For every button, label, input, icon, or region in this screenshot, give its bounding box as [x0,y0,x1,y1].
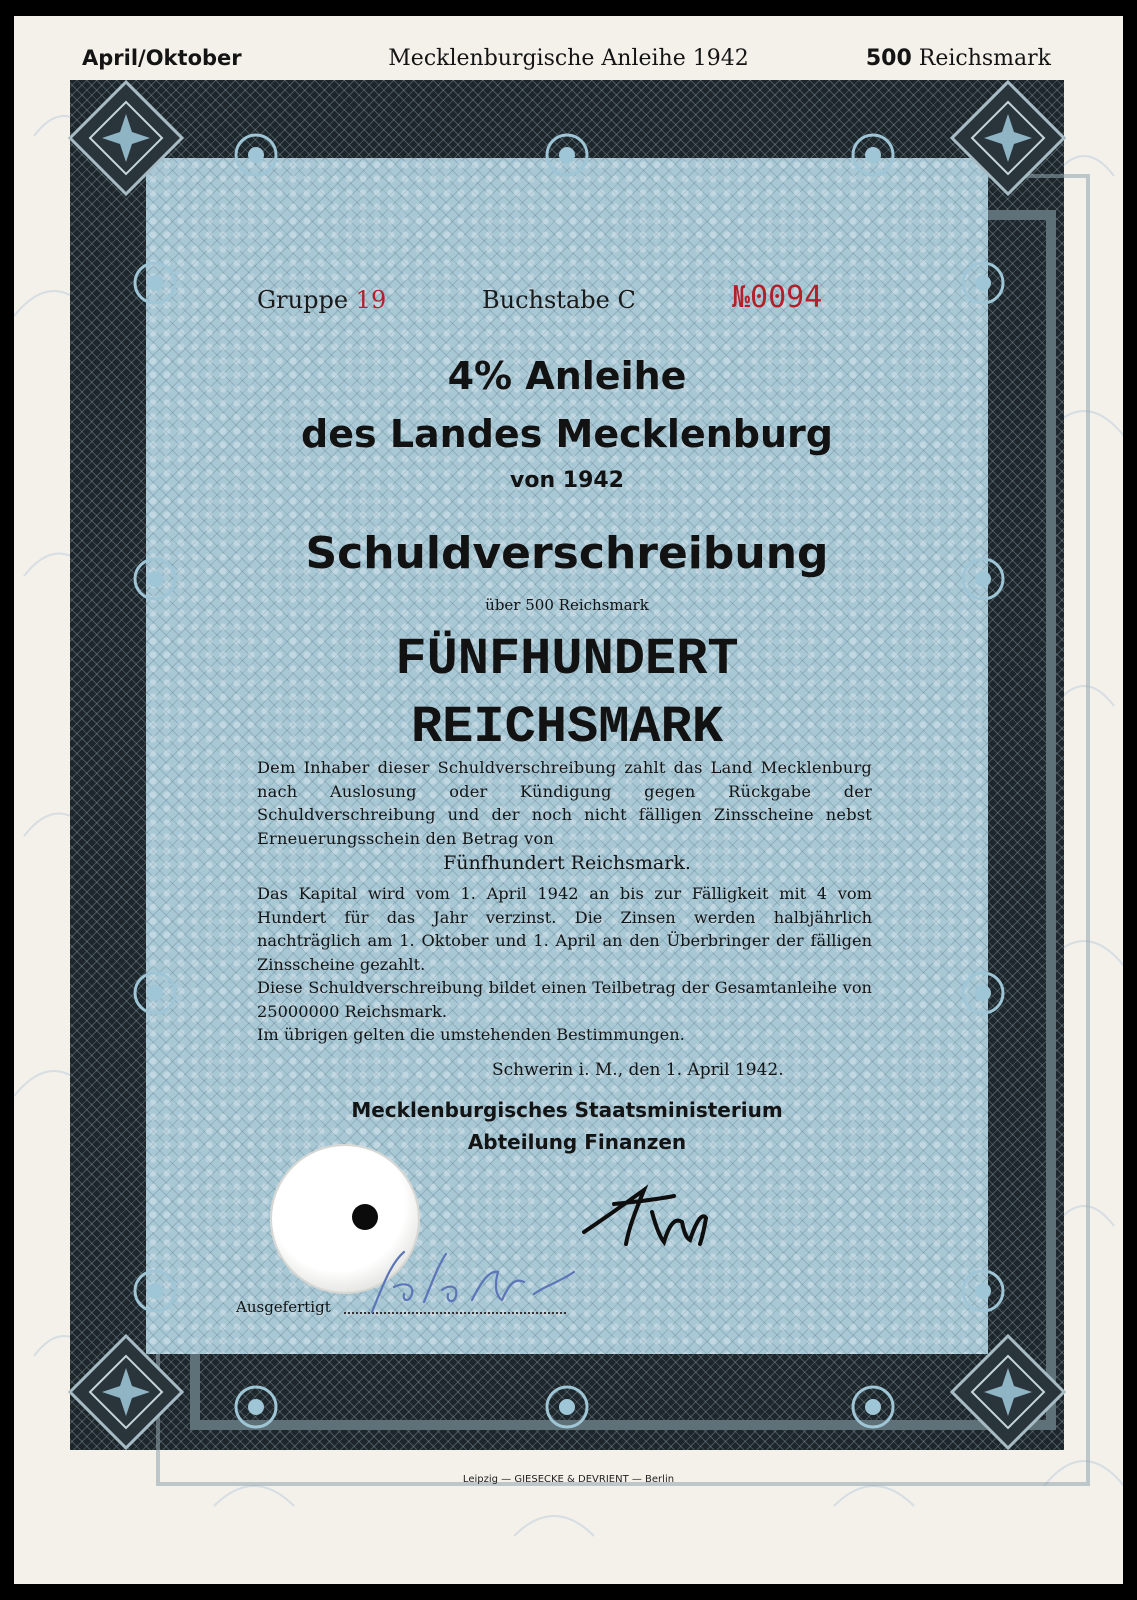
printer-imprint: Leipzig — GIESECKE & DEVRIENT — Berlin [462,1474,675,1485]
other-conditions-paragraph: Im übrigen gelten die umstehenden Bestimmungen. [257,1025,685,1044]
face-value-header [866,46,1051,71]
loan-name: Mecklenburgische Anleihe 1942 [388,46,749,71]
loan-title-year: von 1942 [509,468,624,493]
rosette-ornament [132,260,178,306]
rosette-ornament [132,970,178,1016]
punch-hole [352,1204,378,1230]
interest-terms-paragraph: Das Kapital wird vom 1. April 1942 an bis zur Fälligkeit mit 4 vom Hundert für das Jahr verzinst. Die Zinsen werden halbjährlich nachträglich am 1. Oktober und 1. April an den Überbringer der fälligen Zinsscheine gezahlt. [257,884,872,974]
loan-title-issuer: des Landes Mecklenburg [301,412,833,456]
document-subtitle: über 500 Reichsmark [485,596,649,614]
serial-number: №0094 [732,280,823,315]
issuing-authority: Mecklenburgisches Staatsministerium [351,1098,783,1122]
face-value-unit: Reichsmark [918,46,1051,71]
corner-ornament-bottom-left [66,1332,186,1452]
group-label: Gruppe [257,286,349,314]
issuing-department: Abteilung Finanzen [467,1130,687,1154]
rosette-ornament [960,1268,1006,1314]
interest-period: April/Oktober [82,46,242,70]
official-signature [574,1182,724,1252]
rosette-ornament [233,1384,279,1430]
letter-field [482,286,636,314]
rosette-ornament [544,1384,590,1430]
corner-ornament-top-right [948,78,1068,198]
rosette-ornament [544,132,590,178]
rosette-ornament [132,1268,178,1314]
place-and-date: Schwerin i. M., den 1. April 1942. [492,1060,784,1080]
corner-ornament-top-left [66,78,186,198]
total-loan-paragraph: Diese Schuldverschreibung bildet einen Teilbetrag der Gesamtanleihe von 25000000 Reichsmark. [257,978,872,1021]
rosette-ornament [850,1384,896,1430]
payment-terms-paragraph: Dem Inhaber dieser Schuldverschreibung zahlt das Land Mecklenburg nach Auslosung oder Kündigung gegen Rückgabe der Schuldverschreibung und der noch nicht fälligen Zinsscheine nebst Erneuerungsschein den Betrag von [257,758,872,848]
loan-title-rate: 4% Anleihe [447,354,687,398]
face-value-number: 500 [865,46,912,71]
amount-line: Fünfhundert Reichsmark. [443,852,691,874]
group-value: 19 [355,286,387,314]
amount-in-words-line-1: FÜNFHUNDERT [395,630,739,689]
rosette-ornament [960,970,1006,1016]
rosette-ornament [960,260,1006,306]
rosette-ornament [233,132,279,178]
amount-in-words-line-2: REICHSMARK [410,698,724,757]
letter-value: C [617,286,636,314]
signature-label: Ausgefertigt [236,1298,331,1316]
letter-label: Buchstabe [482,286,610,314]
document-type: Schuldverschreibung [305,528,829,579]
bond-certificate [14,16,1123,1584]
corner-ornament-bottom-right [948,1332,1068,1452]
rosette-ornament [850,132,896,178]
handwritten-countersignature [364,1242,584,1322]
group-field [257,286,386,314]
